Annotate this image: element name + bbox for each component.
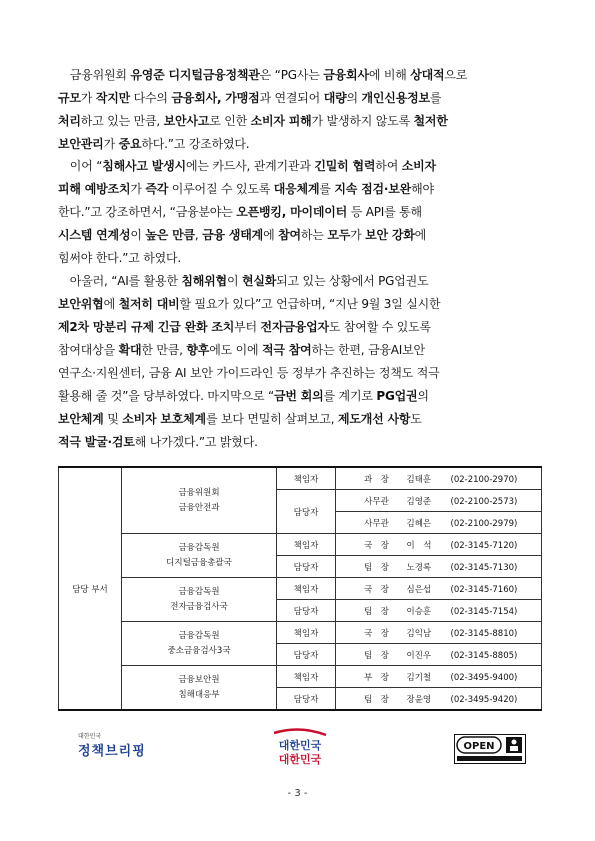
paragraph-line: 보안관리가 중요하다.”고 강조하였다. xyxy=(58,137,250,151)
korea-logo-line2: 대한민국 xyxy=(278,753,322,766)
table-row xyxy=(59,467,542,490)
person-rank: 과 장 xyxy=(364,474,389,485)
person-rank: 팀 장 xyxy=(364,606,389,617)
person-phone: (02-3145-7154) xyxy=(450,606,518,617)
briefing-logo-text: 정책브리핑 xyxy=(78,744,146,759)
contact-person-cell xyxy=(336,578,542,600)
contact-person-cell xyxy=(336,622,542,644)
organization-name: 금융감독원 xyxy=(178,630,220,641)
contact-person-cell xyxy=(336,688,542,711)
organization-name: 중소금융검사3국 xyxy=(167,645,231,656)
person-phone: (02-2100-2573) xyxy=(450,496,518,507)
paragraph-3 xyxy=(58,270,536,454)
contact-person-cell xyxy=(336,556,542,578)
organization-cell xyxy=(122,622,277,666)
person-name: 심은섭 xyxy=(406,584,432,595)
paragraph-line: 한다.”고 강조하면서, “금융분야는 오픈뱅킹, 마이데이터 등 API를 통해 xyxy=(58,205,422,219)
person-phone: (02-3145-8805) xyxy=(450,650,518,661)
department-label: 담당 부서 xyxy=(59,467,122,710)
contact-person-cell xyxy=(336,666,542,688)
role-cell: 담당자 xyxy=(277,688,336,711)
organization-cell xyxy=(122,534,277,578)
paragraph-line: 처리하고 있는 만큼, 보안사고로 인한 소비자 피해가 발생하지 않도록 철저한 xyxy=(58,114,448,128)
person-phone: (02-3495-9420) xyxy=(450,694,518,705)
person-rank: 국 장 xyxy=(364,628,389,639)
person-rank: 국 장 xyxy=(364,584,389,595)
person-phone: (02-3145-7130) xyxy=(450,562,518,573)
role-cell: 담당자 xyxy=(277,600,336,622)
contact-person-cell xyxy=(336,534,542,556)
role-cell: 책임자 xyxy=(277,467,336,490)
paragraph-line: 아울러, “AI를 활용한 침해위협이 현실화되고 있는 상황에서 PG업권도 xyxy=(58,274,429,288)
role-cell: 책임자 xyxy=(277,578,336,600)
person-rank: 부 장 xyxy=(364,672,389,683)
person-name: 이진우 xyxy=(406,650,432,661)
role-cell: 책임자 xyxy=(277,622,336,644)
person-name: 장윤영 xyxy=(406,694,432,705)
organization-name: 금융안전과 xyxy=(178,502,220,513)
person-name: 노경록 xyxy=(406,562,432,573)
person-rank: 팀 장 xyxy=(364,650,389,661)
organization-name: 금융위원회 xyxy=(178,487,220,498)
person-rank: 국 장 xyxy=(364,540,389,551)
page-number: - 3 - xyxy=(287,788,308,799)
person-phone: (02-3145-8810) xyxy=(450,628,518,639)
person-name: 김혜은 xyxy=(406,518,432,529)
contact-table xyxy=(58,466,542,711)
person-name: 김영준 xyxy=(406,496,432,507)
briefing-logo-small-text: 대한민국 xyxy=(78,733,102,740)
paragraph-line: 제2차 망분리 규제 긴급 완화 조치부터 전자금융업자도 참여할 수 있도록 xyxy=(58,320,431,334)
paragraph-line: 참여대상을 확대한 만큼, 향후에도 이에 적극 참여하는 한편, 금융AI보안 xyxy=(58,343,425,357)
paragraph-line: 피해 예방조치가 즉각 이루어질 수 있도록 대응체계를 지속 점검·보완해야 xyxy=(58,182,434,196)
role-cell: 책임자 xyxy=(277,534,336,556)
organization-cell xyxy=(122,666,277,711)
open-logo-text: OPEN xyxy=(463,741,495,752)
person-name: 이 석 xyxy=(406,540,432,551)
person-phone: (02-3145-7120) xyxy=(450,540,518,551)
organization-cell xyxy=(122,467,277,534)
contact-person-cell xyxy=(336,467,542,490)
person-phone: (02-2100-2970) xyxy=(450,474,518,485)
paragraph-line: 시스템 연계성이 높은 만큼, 금융 생태계에 참여하는 모두가 보안 강화에 xyxy=(58,228,427,242)
person-rank: 팀 장 xyxy=(364,562,389,573)
paragraph-1 xyxy=(58,64,536,156)
organization-name: 금융감독원 xyxy=(178,542,220,553)
contact-person-cell xyxy=(336,490,542,512)
organization-name: 침해대응부 xyxy=(178,689,220,700)
paragraph-2 xyxy=(58,155,536,270)
role-cell: 담당자 xyxy=(277,556,336,578)
person-phone: (02-3145-7160) xyxy=(450,584,518,595)
korea-logo-line1: 대한민국 xyxy=(278,739,322,752)
organization-cell xyxy=(122,578,277,622)
role-cell: 담당자 xyxy=(277,644,336,666)
paragraph-line: 연구소·지원센터, 금융 AI 보안 가이드라인 등 정부가 추진하는 정책도 적극 xyxy=(58,366,440,380)
organization-name: 전자금융검사국 xyxy=(170,601,228,612)
person-rank: 사무관 xyxy=(364,496,389,507)
paragraph-line: 보안체계 및 소비자 보호체계를 보다 면밀히 살펴보고, 제도개선 사항도 xyxy=(58,412,422,426)
paragraph-line: 규모가 작지만 다수의 금융회사, 가맹점과 연결되어 대량의 개인신용정보를 xyxy=(58,91,442,105)
contact-person-cell xyxy=(336,644,542,666)
table-row xyxy=(59,534,542,556)
contact-person-cell xyxy=(336,512,542,534)
person-name: 김기철 xyxy=(406,672,432,683)
paragraph-line: 활용해 줄 것”을 당부하였다. 마지막으로 “금번 회의를 계기로 PG업권의 xyxy=(58,389,429,403)
table-row xyxy=(59,578,542,600)
organization-name: 디지털금융총괄국 xyxy=(166,557,232,568)
person-name: 김익남 xyxy=(406,628,432,639)
person-phone: (02-2100-2979) xyxy=(450,518,518,529)
paragraph-line: 힘써야 한다.”고 하였다. xyxy=(58,251,182,265)
role-cell: 담당자 xyxy=(277,490,336,534)
policy-briefing-logo xyxy=(78,731,148,763)
paragraph-line: 금융위원회 유영준 디지털금융정책관은 “PG사는 금융회사에 비해 상대적으로 xyxy=(58,68,468,82)
organization-name: 금융보안원 xyxy=(178,674,220,685)
person-phone: (02-3495-9400) xyxy=(450,672,518,683)
table-row xyxy=(59,622,542,644)
government-korea-logo xyxy=(268,727,332,767)
contact-person-cell xyxy=(336,600,542,622)
person-rank: 팀 장 xyxy=(364,694,389,705)
open-license-icon xyxy=(454,734,526,764)
paragraph-line: 이어 “침해사고 발생시에는 카드사, 관계기관과 긴밀히 협력하여 소비자 xyxy=(58,159,436,173)
person-name: 이승훈 xyxy=(406,606,432,617)
paragraph-line: 보안위협에 철저히 대비할 필요가 있다”고 언급하며, “지난 9월 3일 실시한 xyxy=(58,297,441,311)
person-rank: 사무관 xyxy=(364,518,389,529)
paragraph-line: 적극 발굴·검토해 나가겠다.”고 밝혔다. xyxy=(58,435,258,449)
role-cell: 책임자 xyxy=(277,666,336,688)
korea-emblem-icon xyxy=(268,727,332,767)
kogl-open-logo xyxy=(454,734,526,764)
person-name: 김태훈 xyxy=(406,474,432,485)
table-row xyxy=(59,666,542,688)
organization-name: 금융감독원 xyxy=(178,586,220,597)
